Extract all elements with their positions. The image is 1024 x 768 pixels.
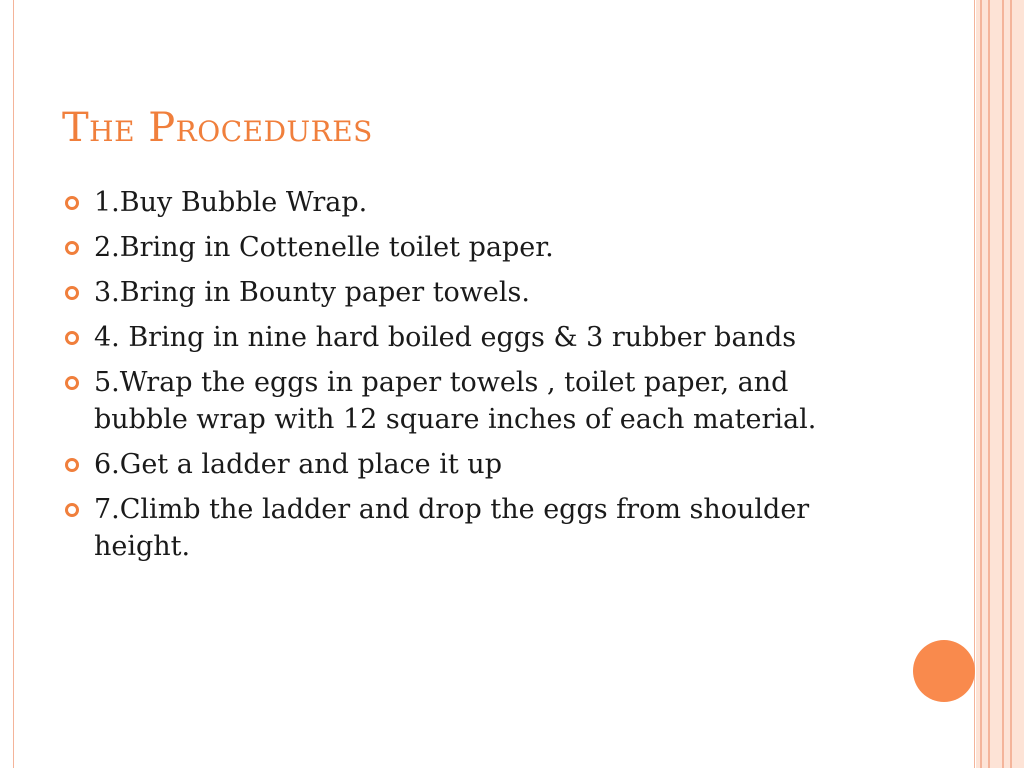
list-item (64, 491, 844, 565)
right-stripe-band (1012, 0, 1024, 768)
list-item (64, 229, 844, 266)
bullet-ring-icon (65, 286, 79, 300)
list-item-text: 6.Get a ladder and place it up (94, 449, 502, 480)
bullet-ring-icon (65, 196, 79, 210)
list-item (64, 184, 844, 221)
list-item-text: 1.Buy Bubble Wrap. (94, 187, 368, 218)
right-stripe-band (990, 0, 1002, 768)
list-item-text: 7.Climb the ladder and drop the eggs from shoulder height. (94, 494, 810, 562)
decorative-circle (913, 640, 975, 702)
list-item-text: 4. Bring in nine hard boiled eggs & 3 rubber bands (94, 322, 797, 353)
list-item (64, 364, 844, 438)
procedure-list (64, 184, 844, 573)
bullet-ring-icon (65, 376, 79, 390)
bullet-ring-icon (65, 241, 79, 255)
bullet-ring-icon (65, 331, 79, 345)
list-item-text: 3.Bring in Bounty paper towels. (94, 277, 530, 308)
list-item (64, 319, 844, 356)
list-item-text: 2.Bring in Cottenelle toilet paper. (94, 232, 554, 263)
slide-title: The Procedures (62, 105, 373, 151)
list-item (64, 274, 844, 311)
bullet-ring-icon (65, 458, 79, 472)
list-item-text: 5.Wrap the eggs in paper towels , toilet paper, and bubble wrap with 12 square inches of each material. (94, 367, 817, 435)
list-item (64, 446, 844, 483)
bullet-ring-icon (65, 503, 79, 517)
